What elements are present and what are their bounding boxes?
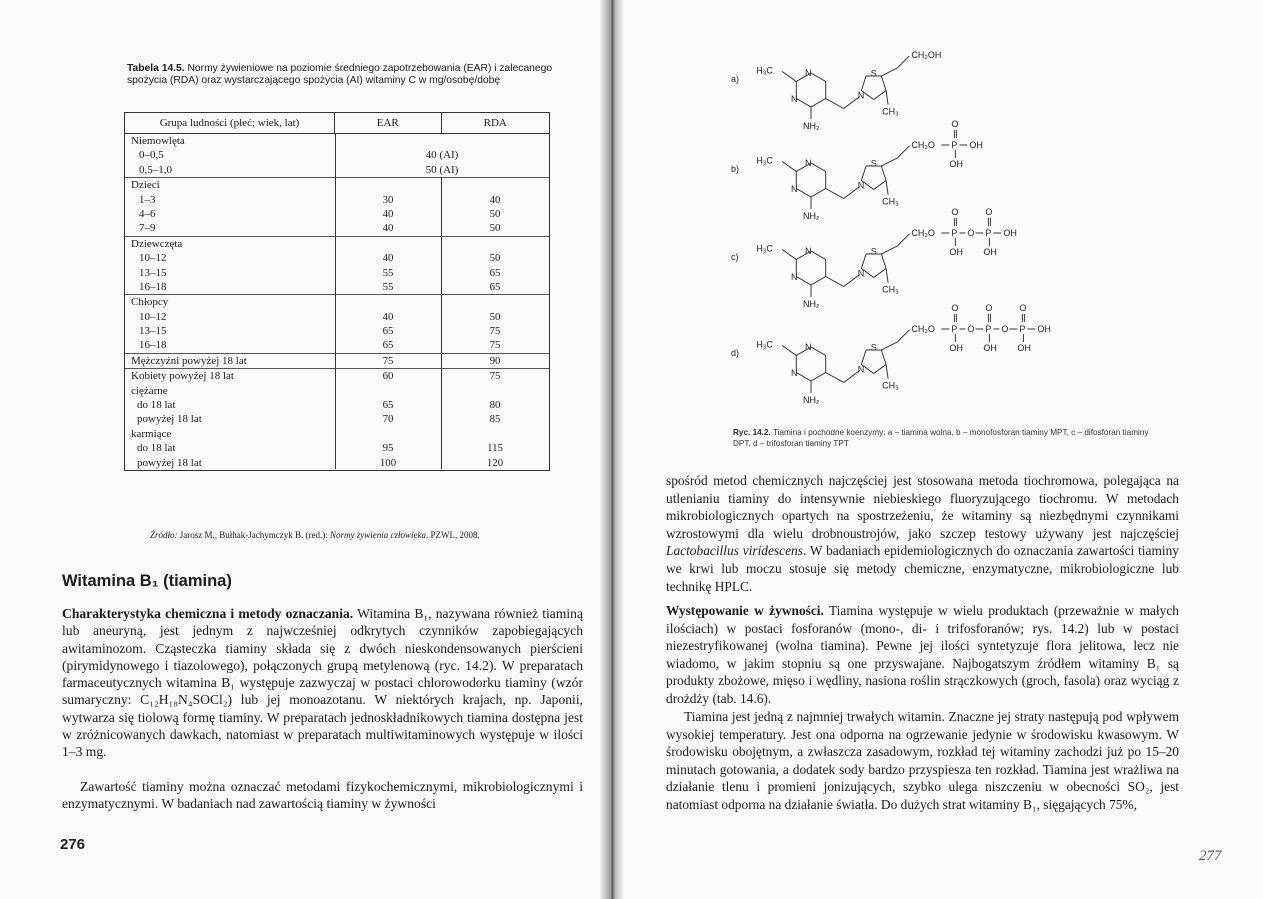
table-cell-group: Dzieci [131,179,160,192]
hydroxyl-label: OH [949,246,963,257]
bond-line [826,277,844,287]
paragraph-lead: Charakterystyka chemiczna i metody oznaczania. [62,606,354,621]
table-cell-ear [335,384,441,398]
sulfur-label: S [870,342,877,353]
phosphorus-label: P [985,227,992,238]
bond-line [826,373,844,383]
nitrogen-label: N [791,184,798,194]
table-row-group [125,134,549,178]
nitrogen-label: N [857,364,865,375]
table-row-group [125,369,549,470]
bond-line [874,269,886,278]
nitrogen-label: N [791,272,798,282]
bond-line [874,365,886,374]
table-cell-ear [335,178,441,192]
structure-a [731,50,941,131]
table-row [125,178,549,192]
table-cell-group: Dziewczęta [131,237,183,250]
table-row [125,324,549,338]
phosphate-ester-label: CH₂O [911,139,935,150]
bond-line [897,234,909,246]
table-header-row [125,113,549,134]
table-cell-rda: 90 [489,354,501,367]
table-cell-rda: 65 [489,266,501,279]
nitrogen-label: N [791,368,798,378]
table-cell-rda: 40 [489,193,501,206]
bond-line [826,189,844,199]
table-header-ear: EAR [335,113,442,133]
table-row-group [125,354,549,369]
table-cell-group: 0,5–1,0 [139,163,172,176]
bond-line [811,277,826,286]
hydroxyl-label: OH [969,139,983,150]
table-cell-rda: 50 [489,222,501,235]
table-header-group: Grupa ludności (płeć; wiek, lat) [125,113,335,133]
table-row [125,148,549,162]
table-cell-group: ciężarne [131,384,168,397]
table-cell-ear: 40 [382,222,394,235]
source-authors: Jarosz M., Bułhak-Jachymczyk B. (red.): [177,530,330,540]
nitrogen-label: N [805,68,812,78]
phosphate-ester-label: CH₂O [911,323,935,334]
table-cell-rda: 75 [489,370,501,383]
bond-line [811,163,826,172]
table-row [125,384,549,398]
table-cell-ear: 55 [382,266,394,279]
nitrogen-label: N [791,94,798,104]
hydroxyl-label: OH [1017,342,1031,353]
table-column-divider [441,177,442,469]
hydroxyl-label: OH [1003,227,1017,238]
bond-line [796,189,811,198]
table-cell-group: 16–18 [139,339,167,352]
table-cell-rda: 80 [489,399,501,412]
table-cell-group: 16–18 [139,280,167,293]
paragraph-lead: Występowanie w żywności. [666,603,824,618]
bond-line [782,250,796,260]
amine-label: NH₂ [803,121,820,131]
table-row [125,295,549,309]
phosphorus-label: P [951,227,958,238]
phosphate-ester-label: CH₂O [911,227,935,238]
methyl-label: H₃C [756,243,773,254]
table-cell-rda [441,384,549,398]
left-page [0,0,608,899]
bond-line [826,99,844,109]
table-cell-group: karmiące [131,427,172,440]
oxygen-label: O [951,302,959,313]
table-cell-merged: 40 (AI) [425,149,459,162]
table-cell-ear: 40 [382,310,394,323]
table-row [125,412,549,426]
table-cell-group: Kobiety powyżej 18 lat [131,370,234,383]
table-row-group [125,178,549,237]
table-cell-rda [441,134,549,148]
table-cell-group: powyżej 18 lat [137,456,202,469]
figure-caption-text: Tiamina i pochodne koenzymy: a – tiamina wolna, b – monofosforan tiaminy MPT, c – difosforan tiaminy DPT, d – trifosforan tiaminy TPT [733,428,1149,448]
bond-line [886,91,888,105]
table-row [125,310,549,324]
table-caption [127,63,557,87]
table-cell-group: 10–12 [139,310,167,323]
table-cell-ear: 55 [382,280,394,293]
methyl-label: CH₃ [882,380,899,391]
phosphorus-label: P [1019,323,1026,334]
table-cell-group: Mężczyźni powyżej 18 lat [131,354,247,367]
amine-label: NH₂ [803,211,820,221]
table-row [125,441,549,455]
section-heading: Witamina B₁ (tiamina) [62,572,232,590]
paragraph-methods: Zawartość tiaminy można oznaczać metodami fizykochemicznymi, mikrobiologicznymi i enzymatycznymi. W badaniach nad zawartością tiaminy w żywności [62,779,583,812]
structure-c [731,207,1017,309]
bond-line [811,73,826,82]
source-prefix: Źródło: [150,530,178,540]
table-cell-rda: 50 [489,252,501,265]
sulfur-label: S [870,158,877,169]
nitrogen-label: N [805,342,812,352]
bond-line [811,347,826,356]
page-number-left: 276 [60,836,86,853]
table-row [125,163,549,177]
paragraph-occurrence [666,602,1179,708]
table-cell-ear: 65 [382,399,394,412]
paragraph-text: Tiamina występuje w wielu produktach (przeważnie w małych ilościach) w postaci fosforanów (mono-, di- i trifosforanów; rys. 14.2) lub w postaci niezestryfikowanej (wolna tiamina). Pewne jej ilości syntetyzuje flora jelitowa, lecz nie wiadomo, w jakim stopniu są one przyswajane. Najbogatszym źródłem witaminy B₁ są produkty zbożowe, mięso i wędliny, nasiona roślin strączkowych (groch, fasola) oraz wyciąg z drożdży (tab. 14.6). [666,603,1179,706]
table-cell-rda [441,295,549,309]
structure-b [731,119,983,221]
bond-line [861,76,866,91]
vitamin-c-norms-table [124,112,550,471]
source-suffix: . PZWL, 2008. [425,530,480,540]
table-cell-group: 4–6 [139,207,156,220]
table-cell-ear: 95 [382,442,394,455]
oxygen-label: O [967,227,975,238]
hydroxyl-label: OH [983,246,997,257]
table-cell-rda [441,427,549,441]
sulfur-label: S [870,68,877,79]
phosphorus-label: P [951,139,958,150]
table-cell-rda: 115 [487,442,503,455]
methyl-label: H₃C [756,155,773,166]
table-cell-rda: 65 [489,280,501,293]
oxygen-label: O [985,206,993,217]
bond-line [886,269,888,283]
table-cell-group: 1–3 [139,193,156,206]
table-cell-ear: 100 [379,456,397,469]
bond-line [874,91,886,100]
bond-line [861,254,866,269]
methyl-label: CH₃ [882,284,899,295]
table-source [150,530,480,540]
bond-line [881,166,886,181]
table-cell-ear: 40 [382,207,394,220]
bond-line [897,146,909,158]
bond-line [811,373,826,382]
oxygen-label: O [951,206,959,217]
table-cell-rda: 50 [489,310,501,323]
table-cell-group: do 18 lat [137,442,176,455]
nitrogen-label: N [857,90,865,101]
table-cell-group: 7–9 [139,222,156,235]
bond-line [886,365,888,379]
right-page [616,0,1263,899]
oxygen-label: O [951,118,959,129]
bond-line [796,277,811,286]
phosphorus-label: P [951,323,958,334]
structure-letter: d) [731,348,740,358]
methyl-label: H₃C [756,65,773,76]
table-row [125,338,549,352]
table-row [125,354,549,368]
table-row [125,398,549,412]
bond-line [881,342,897,350]
table-row [125,456,549,470]
bond-line [881,158,897,166]
hydroxyl-label: OH [983,342,997,353]
sulfur-label: S [870,246,877,257]
table-cell-ear: 65 [382,325,394,338]
bond-line [874,181,886,190]
bond-line [886,181,888,195]
page-number-right: 277 [1199,848,1222,864]
table-cell-ear [335,237,441,251]
table-row-group [125,295,549,354]
table-cell-rda [441,178,549,192]
table-row [125,193,549,207]
bond-line [897,56,909,68]
book-gutter [600,0,624,899]
table-cell-rda: 120 [486,456,504,469]
phosphorus-label: P [985,323,992,334]
bond-line [782,346,796,356]
hydroxyl-label: OH [949,158,963,169]
table-cell-group: Chłopcy [131,296,169,309]
bond-line [811,99,826,108]
table-row [125,237,549,251]
hydroxyl-label: OH [1037,323,1051,334]
oxygen-label: O [985,302,993,313]
structure-letter: b) [731,164,740,174]
paragraph-chemistry [62,605,583,761]
table-row [125,251,549,265]
table-cell-ear: 40 [382,252,394,265]
amine-label: NH₂ [803,299,820,309]
figure-caption [733,428,1163,449]
methyl-label: H₃C [756,339,773,350]
oxygen-label: O [1001,323,1009,334]
bond-line [782,162,796,172]
amine-label: NH₂ [803,395,820,405]
structure-letter: a) [731,74,740,84]
nitrogen-label: N [857,268,865,279]
table-cell-rda [441,237,549,251]
structure-d [731,303,1051,405]
thiamine-structures-figure [716,50,1136,410]
table-cell-group: Niemowlęta [131,135,185,147]
table-cell-group: 10–12 [139,252,167,265]
table-cell-ear [335,295,441,309]
table-header-rda: RDA [483,117,507,129]
bacterium-name: Lactobacillus viridescens [666,543,803,559]
table-cell-ear: 70 [382,413,394,426]
table-cell-ear: 75 [382,354,394,367]
bond-line [861,166,866,181]
bond-line [782,72,796,82]
table-cell-group: 0–0,5 [139,149,164,162]
table-column-divider [335,133,336,469]
figure-caption-label: Ryc. 14.2. [733,428,771,437]
oxygen-label: O [1019,302,1027,313]
bond-line [811,189,826,198]
table-row [125,427,549,441]
paragraph-text: spośród metod chemicznych najczęściej jest stosowana metoda tiochromowa, polegająca na utlenianiu tiaminy do intensywnie niebieskiego fluoryzującego tiochromu. W metodach mikrobiologicznych opartych na spostrzeżeniu, że witaminy są niezbędnymi czynnikami wzrostowymi dla wielu drobnoustrojów, jako szczep testowy używany jest najczęściej [666,473,1179,541]
table-body [125,134,549,470]
table-row [125,207,549,221]
table-cell-ear [335,134,441,148]
paragraph-text: Witamina B₁, nazywana również tiaminą lub aneuryną, jest jednym z najwcześniej odkrytych czynników zapobiegających awitaminozom. Cząsteczka tiaminy składa się z dwóch nieskondensowanych pierścieni (pirymidynowego i tiazolowego), połączonych grupą metylenową (ryc. 14.2). W preparatach farmaceutycznych witamina B₁ występuje zazwyczaj w postaci chlorowodorku tiaminy (wzór sumaryczny: C₁₂H₁₈N₄SOCl₂) lub jej monoazotanu. W niektórych krajach, np. Japonii, wytwarza się tiolową formę tiaminy. W preparatach jednoskładnikowych tiamina dostępna jest w zróżnicowanych dawkach, natomiast w preparatach multiwitaminowych występuje w ilości 1–3 mg. [62,606,583,760]
paragraph-stability: Tiamina jest jedną z najmniej trwałych witamin. Znaczne jej straty następują pod wpływem wysokiej temperatury. Jest ona odporna na ogrzewanie jedynie w środowisku kwasowym. W środowisku obojętnym, a zwłaszcza zasadowym, rozkład tej witaminy zachodzi już po 15–20 minutach gotowania, a dodatek sody bardzo przyspiesza ten rozkład. Tiamina jest wrażliwa na działanie tlenu i promieni jonizujących, szybko ulega niszczeniu w obecności SO₂, jest natomiast odporna na działanie światła. Do dużych strat witaminy B₁, sięgających 75%, [666,709,1179,812]
table-cell-group: powyżej 18 lat [137,413,202,426]
table-cell-rda: 85 [489,413,501,426]
nitrogen-label: N [857,180,865,191]
structure-letter: c) [731,252,739,262]
bond-line [796,99,811,108]
paragraph-text-cont: . W badaniach epidemiologicznych do oznaczania zawartości tiaminy we krwi lub moczu stosuje się metody chemiczne, enzymatyczne, mikrobiologiczne lub technikę HPLC. [666,543,1179,594]
table-row [125,369,549,383]
table-row [125,280,549,294]
table-cell-ear: 30 [382,193,394,206]
table-cell-rda: 75 [489,325,501,338]
table-row [125,266,549,280]
table-row [125,134,549,148]
bond-line [881,254,886,269]
table-cell-rda: 50 [489,207,501,220]
table-cell-group: do 18 lat [137,399,176,412]
hydroxyl-label: OH [949,342,963,353]
table-row-group [125,237,549,296]
paragraph-detection [666,472,1179,595]
table-cell-group: 13–15 [139,325,167,338]
bond-line [881,246,897,254]
nitrogen-label: N [805,246,812,256]
table-cell-ear: 60 [382,370,394,383]
source-title: Normy żywienia człowieka [329,530,426,540]
hydroxymethyl-label: CH₂OH [911,50,942,60]
table-cell-ear: 65 [382,339,394,352]
table-caption-label: Tabela 14.5. [127,63,185,74]
table-row [125,221,549,235]
bond-line [811,251,826,260]
bond-line [881,76,886,91]
bond-line [881,68,897,76]
bond-line [897,330,909,342]
table-cell-ear [335,427,441,441]
methyl-label: CH₃ [882,196,899,207]
table-cell-rda: 75 [489,339,501,352]
methyl-label: CH₃ [882,106,899,117]
oxygen-label: O [967,323,975,334]
bond-line [861,350,866,365]
table-caption-text: Normy żywieniowe na poziomie średniego zapotrzebowania (EAR) i zalecanego spożycia (RDA) oraz wystarczającego spożycia (AI) witaminy C w mg/osobę/dobę [127,63,553,86]
bond-line [881,350,886,365]
bond-line [796,373,811,382]
table-cell-merged: 50 (AI) [425,163,459,176]
nitrogen-label: N [805,158,812,168]
table-cell-group: 13–15 [139,266,167,279]
